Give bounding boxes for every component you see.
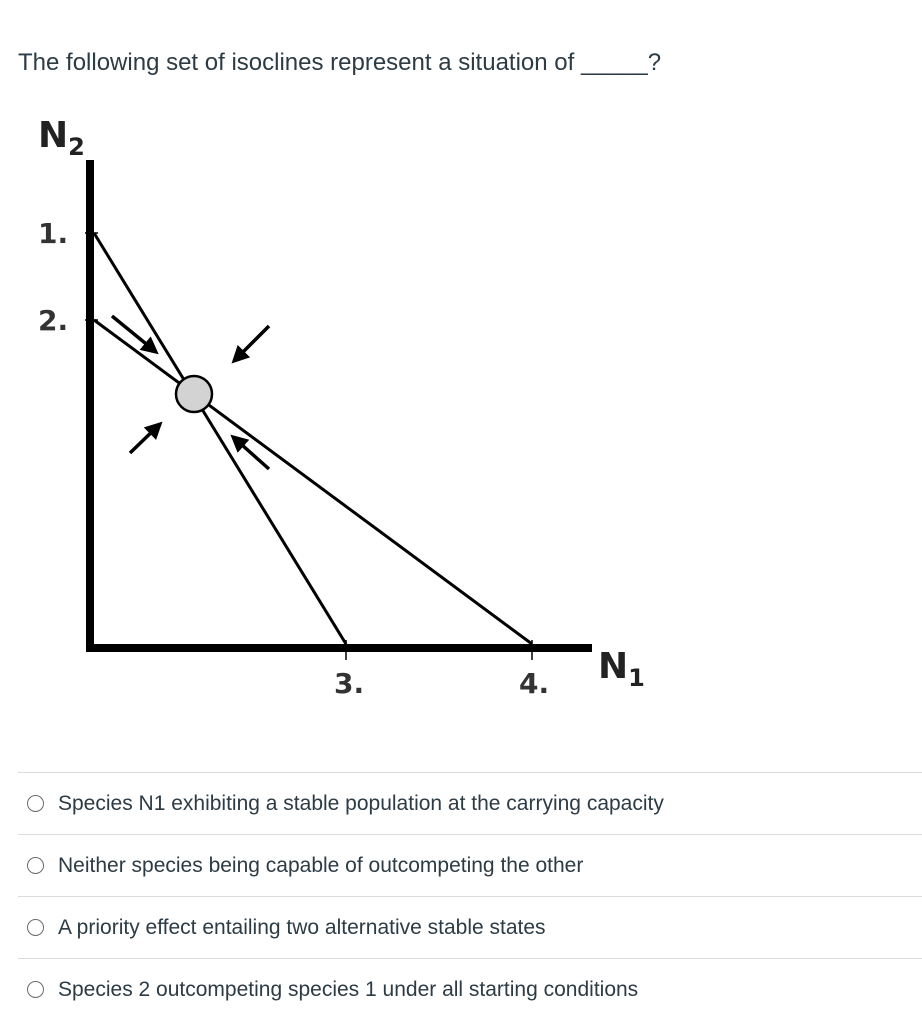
radio-button[interactable] [27, 919, 44, 936]
answer-option-3[interactable] [18, 896, 922, 958]
arrow-lower-middle [233, 437, 269, 469]
arrow-lower-left [130, 424, 160, 453]
equilibrium-point [176, 376, 212, 412]
y-axis-label: $N_2$ [38, 115, 85, 161]
answer-label: Neither species being capable of outcompeting the other [58, 853, 584, 877]
answer-label: A priority effect entailing two alternative stable states [58, 915, 546, 939]
answer-option-1[interactable] [18, 772, 922, 834]
y-tick-label-2: 2. [38, 304, 69, 337]
radio-button[interactable] [27, 795, 44, 812]
y-tick-label-1: 1. [38, 217, 69, 250]
radio-button[interactable] [27, 857, 44, 874]
isocline-species-1 [94, 233, 346, 644]
answer-option-4[interactable] [18, 958, 922, 1020]
question-text: The following set of isoclines represent a situation of _____? [18, 49, 662, 76]
x-axis-label: $N_1$ [598, 646, 645, 692]
answer-list [18, 772, 922, 1020]
answer-label: Species N1 exhibiting a stable population at the carrying capacity [58, 791, 664, 815]
arrow-upper-right [234, 326, 269, 361]
answer-option-2[interactable] [18, 834, 922, 896]
isocline-figure [0, 100, 700, 720]
isocline-species-2 [94, 320, 532, 644]
radio-button[interactable] [27, 981, 44, 998]
x-tick-label-3: 3. [334, 667, 365, 700]
x-tick-label-4: 4. [519, 667, 550, 700]
answer-label: Species 2 outcompeting species 1 under all starting conditions [58, 977, 639, 1001]
